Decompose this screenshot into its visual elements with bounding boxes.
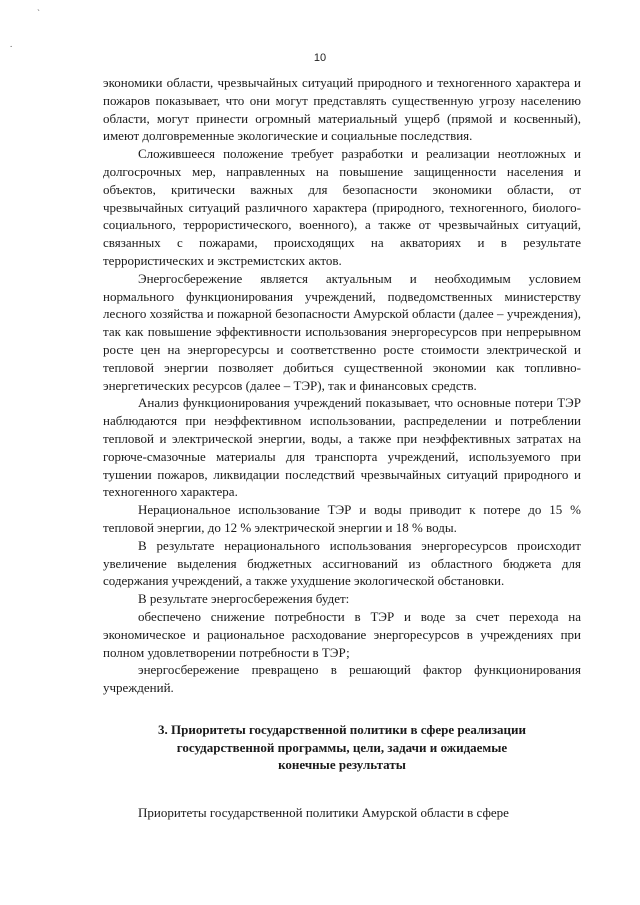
- section-heading-line: 3. Приоритеты государственной политики в сфере реализации: [157, 721, 526, 737]
- page-number: 10: [313, 52, 327, 64]
- section-heading-line: государственной программы, цели, задачи и ожидаемые: [176, 739, 508, 755]
- scan-artifact-mark: .: [10, 39, 13, 49]
- body-paragraph: Сложившееся положение требует разработки и реализации неотложных и долгосрочных мер, направленных на повышение защищенности населения и объектов, критически важных для безопасности экономики области, от чрезвычайных ситуаций различного характера (природного, техногенного, биолого-социального, террористического, военного), а также от чрезвычайных ситуаций, связанных с пожарами, происходящих на акваториях и в результате террористических и экстремистских актов.: [103, 146, 581, 268]
- body-paragraph: Энергосбережение является актуальным и необходимым условием нормального функционирования учреждений, подведомственных министерству лесного хозяйства и пожарной безопасности Амурской области (далее – учреждения), так как повышение эффективности использования энергоресурсов при непрерывном росте цен на энергоресурсы и соответственно росте стоимости электрической и тепловой энергии позволяет добиться существенной экономии как топливно-энергетических ресурсов (далее – ТЭР), так и финансовых средств.: [103, 270, 581, 393]
- scan-artifact-mark: `: [37, 8, 40, 18]
- body-paragraph: В результате энергосбережения будет:: [138, 591, 350, 607]
- body-paragraph: экономики области, чрезвычайных ситуаций природного и техногенного характера и пожаров показывает, что они могут представлять существенную угрозу населению области, могут принести огромный материальный ущерб (прямой и косвенный), имеют долговременные экологические и социальные последствия.: [103, 75, 581, 144]
- body-paragraph: энергосбережение превращено в решающий фактор функционирования учреждений.: [103, 662, 581, 696]
- body-paragraph: В результате нерационального использования энергоресурсов происходит увеличение выделения бюджетных ассигнований из областного бюджета для содержания учреждений, а также ухудшение экологической обстановки.: [103, 537, 581, 589]
- section-heading-line: конечные результаты: [278, 757, 406, 773]
- body-paragraph: обеспечено снижение потребности в ТЭР и воде за счет перехода на экономическое и рациональное расходование энергоресурсов в учреждениях при полном удовлетворении потребности в ТЭР;: [103, 608, 581, 660]
- section-heading: [103, 721, 581, 774]
- body-paragraph: Приоритеты государственной политики Амурской области в сфере: [138, 805, 509, 821]
- body-paragraph: Анализ функционирования учреждений показывает, что основные потери ТЭР наблюдаются при неэффективном использовании, распределении и потреблении тепловой и электрической энергии, воды, а также при неэффективных затратах на горюче-смазочные материалы для транспорта учреждений, используемого при тушении пожаров, ликвидации последствий чрезвычайных ситуаций природного и техногенного характера.: [103, 395, 581, 500]
- body-paragraph: Нерациональное использование ТЭР и воды приводит к потере до 15 % тепловой энергии, до 12 % электрической энергии и 18 % воды.: [103, 502, 581, 535]
- document-body: [103, 74, 581, 822]
